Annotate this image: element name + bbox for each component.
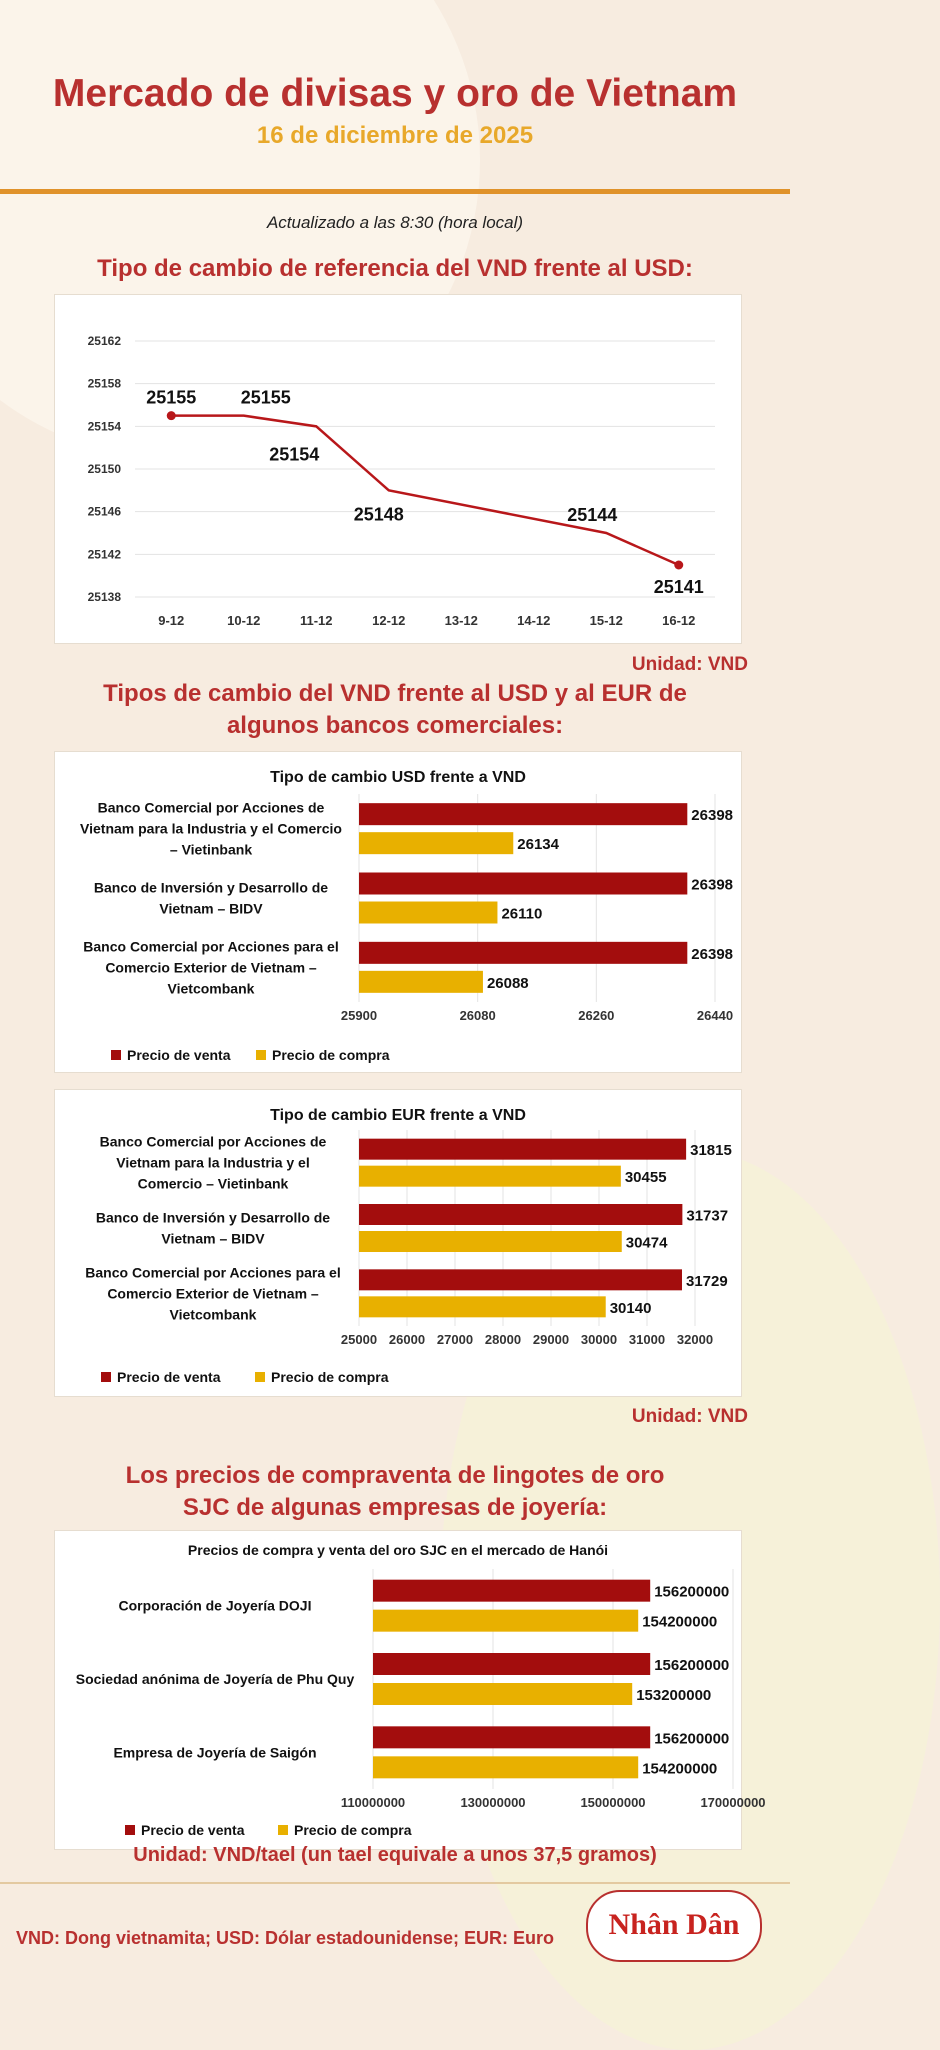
section-title-gold-1: Los precios de compraventa de lingotes de oro <box>125 1462 665 1489</box>
legend-swatch <box>101 1372 111 1382</box>
data-label: 31729 <box>685 1272 728 1290</box>
legend-label: Precio de compra <box>294 1822 412 1838</box>
bar <box>373 1726 650 1748</box>
bar <box>359 1231 622 1252</box>
data-label: 153200000 <box>636 1687 712 1704</box>
unit-label-gold: Unidad: VND/tael (un tael equivale a unos 37,5 gramos) <box>133 1844 657 1866</box>
eur-chart-panel <box>54 1089 742 1397</box>
bar <box>359 971 483 993</box>
reference-chart-panel <box>54 294 742 644</box>
x-tick-label: 30000 <box>580 1332 618 1347</box>
data-label: 26134 <box>517 836 559 854</box>
category-label: Corporación de Joyería DOJI <box>118 1597 312 1614</box>
footer-note: VND: Dong vietnamita; USD: Dólar estadounidense; EUR: Euro <box>16 1928 555 1948</box>
category-label: Banco de Inversión y Desarrollo de <box>95 1209 331 1226</box>
y-tick-label: 25158 <box>87 376 121 391</box>
category-label: Vietnam para la Industria y el Comercio <box>80 820 342 837</box>
section-title-banks-1: Tipos de cambio del VND frente al USD y al EUR de <box>103 680 687 707</box>
category-label: Sociedad anónima de Joyería de Phu Quy <box>75 1671 355 1687</box>
bar <box>373 1756 638 1778</box>
data-label: 30455 <box>624 1169 667 1187</box>
x-tick-label: 14-12 <box>517 613 551 628</box>
data-label: 156200000 <box>654 1730 730 1748</box>
x-tick-label: 26260 <box>578 1008 615 1023</box>
bar <box>359 1204 682 1225</box>
nhandan-logo: Nhân Dân <box>586 1890 762 1962</box>
legend-label: Precio de venta <box>127 1047 231 1063</box>
usd-chart-panel <box>54 751 742 1073</box>
y-tick-label: 25162 <box>87 334 121 348</box>
category-label: Banco Comercial por Acciones para el <box>83 938 339 955</box>
x-tick-label: 150000000 <box>580 1795 646 1810</box>
y-tick-label: 25150 <box>87 462 121 476</box>
data-label: 154200000 <box>642 1613 718 1631</box>
x-tick-label: 13-12 <box>444 613 478 628</box>
bar <box>359 1139 686 1160</box>
x-tick-label: 11-12 <box>299 613 333 628</box>
x-tick-label: 28000 <box>484 1332 522 1347</box>
legend-swatch <box>111 1050 121 1060</box>
category-label: Vietnam – BIDV <box>159 900 263 917</box>
unit-label: Unidad: VND <box>631 654 748 675</box>
x-tick-label: 27000 <box>436 1332 474 1347</box>
x-tick-label: 170000000 <box>700 1795 766 1810</box>
category-label: Comercio Exterior de Vietnam – <box>105 959 317 976</box>
category-label: Comercio – Vietinbank <box>137 1175 289 1192</box>
chart-title: Tipo de cambio USD frente a VND <box>270 769 526 786</box>
data-point-marker <box>167 411 176 420</box>
data-label: 26088 <box>486 974 529 992</box>
x-tick-label: 32000 <box>676 1332 714 1347</box>
data-label: 25141 <box>653 577 704 597</box>
x-tick-label: 26080 <box>459 1008 496 1023</box>
legend-label: Precio de compra <box>272 1047 390 1063</box>
section-title-gold-2: SJC de algunas empresas de joyería: <box>182 1494 608 1521</box>
data-label: 26398 <box>691 807 734 825</box>
gold-chart-panel <box>54 1530 766 1850</box>
y-tick-label: 25146 <box>87 504 121 519</box>
section-title-reference: Tipo de cambio de referencia del VND frente al USD: <box>97 255 693 282</box>
category-label: Empresa de Joyería de Saigón <box>113 1744 317 1761</box>
category-label: Banco Comercial por Acciones de <box>97 799 325 816</box>
y-tick-label: 25142 <box>87 547 121 562</box>
x-tick-label: 29000 <box>532 1332 570 1347</box>
category-label: Banco Comercial por Acciones de <box>99 1133 327 1150</box>
category-label: Vietcombank <box>167 980 255 997</box>
x-tick-label: 12-12 <box>372 613 406 628</box>
data-label: 30140 <box>609 1299 652 1317</box>
reference-line <box>171 416 679 565</box>
bar <box>373 1580 650 1602</box>
page-date: 16 de diciembre de 2025 <box>256 122 534 149</box>
bar <box>359 902 497 924</box>
x-tick-label: 130000000 <box>460 1795 526 1810</box>
x-tick-label: 26440 <box>696 1008 734 1023</box>
usd-bar-chart <box>55 752 741 1072</box>
bar <box>359 803 687 825</box>
legend-label: Precio de venta <box>117 1369 221 1385</box>
bar <box>373 1610 638 1632</box>
bar <box>359 1269 682 1290</box>
bar <box>373 1683 632 1705</box>
x-tick-label: 26000 <box>388 1332 426 1347</box>
bar <box>373 1653 650 1675</box>
data-label: 25155 <box>146 387 197 408</box>
data-point-marker <box>674 561 683 570</box>
category-label: Vietnam para la Industria y el <box>116 1154 310 1171</box>
legend-swatch <box>255 1372 265 1382</box>
legend-label: Precio de compra <box>271 1369 389 1385</box>
section-title-banks-2: algunos bancos comerciales: <box>226 712 564 739</box>
category-label: Comercio Exterior de Vietnam – <box>107 1285 319 1302</box>
header-divider <box>0 189 790 194</box>
x-tick-label: 9-12 <box>158 613 185 628</box>
bar <box>359 942 687 964</box>
data-label: 154200000 <box>642 1760 718 1778</box>
x-tick-label: 15-12 <box>589 613 623 628</box>
data-label: 26110 <box>501 905 543 923</box>
category-label: Banco de Inversión y Desarrollo de <box>93 879 329 896</box>
y-tick-label: 25138 <box>87 590 121 604</box>
update-time: Actualizado a las 8:30 (hora local) <box>266 213 524 232</box>
data-label: 25155 <box>240 387 291 408</box>
footer-divider <box>0 1882 790 1884</box>
gold-bar-chart <box>55 1531 766 1849</box>
chart-title: Tipo de cambio EUR frente a VND <box>270 1107 526 1124</box>
y-tick-label: 25154 <box>87 419 121 434</box>
x-tick-label: 31000 <box>628 1332 666 1347</box>
page-title: Mercado de divisas y oro de Vietnam <box>52 72 738 115</box>
data-label: 26398 <box>691 876 734 894</box>
bar <box>359 873 687 895</box>
legend-label: Precio de venta <box>141 1822 245 1838</box>
bar <box>359 1296 606 1317</box>
reference-line-chart <box>55 295 741 643</box>
x-tick-label: 110000000 <box>340 1795 406 1810</box>
data-label: 25144 <box>567 505 618 525</box>
category-label: Vietnam – BIDV <box>161 1230 265 1247</box>
data-label: 156200000 <box>654 1657 730 1674</box>
bar <box>359 1166 621 1187</box>
chart-title: Precios de compra y venta del oro SJC en el mercado de Hanói <box>187 1542 609 1558</box>
data-label: 25148 <box>353 504 404 525</box>
x-tick-label: 10-12 <box>227 613 261 628</box>
eur-bar-chart <box>55 1090 741 1396</box>
x-tick-label: 16-12 <box>662 613 696 628</box>
data-label: 25154 <box>269 444 320 465</box>
legend-swatch <box>256 1050 266 1060</box>
data-label: 26398 <box>691 945 734 963</box>
data-label: 31815 <box>690 1142 732 1160</box>
x-tick-label: 25900 <box>340 1008 378 1023</box>
legend-swatch <box>125 1825 135 1835</box>
category-label: – Vietinbank <box>169 841 253 858</box>
category-label: Vietcombank <box>169 1306 257 1323</box>
legend-swatch <box>278 1825 288 1835</box>
unit-label: Unidad: VND <box>631 1406 748 1427</box>
data-label: 156200000 <box>654 1583 730 1601</box>
data-label: 31737 <box>686 1207 729 1225</box>
x-tick-label: 25000 <box>340 1332 378 1347</box>
data-label: 30474 <box>625 1234 668 1252</box>
bar <box>359 832 513 854</box>
category-label: Banco Comercial por Acciones para el <box>85 1264 341 1281</box>
